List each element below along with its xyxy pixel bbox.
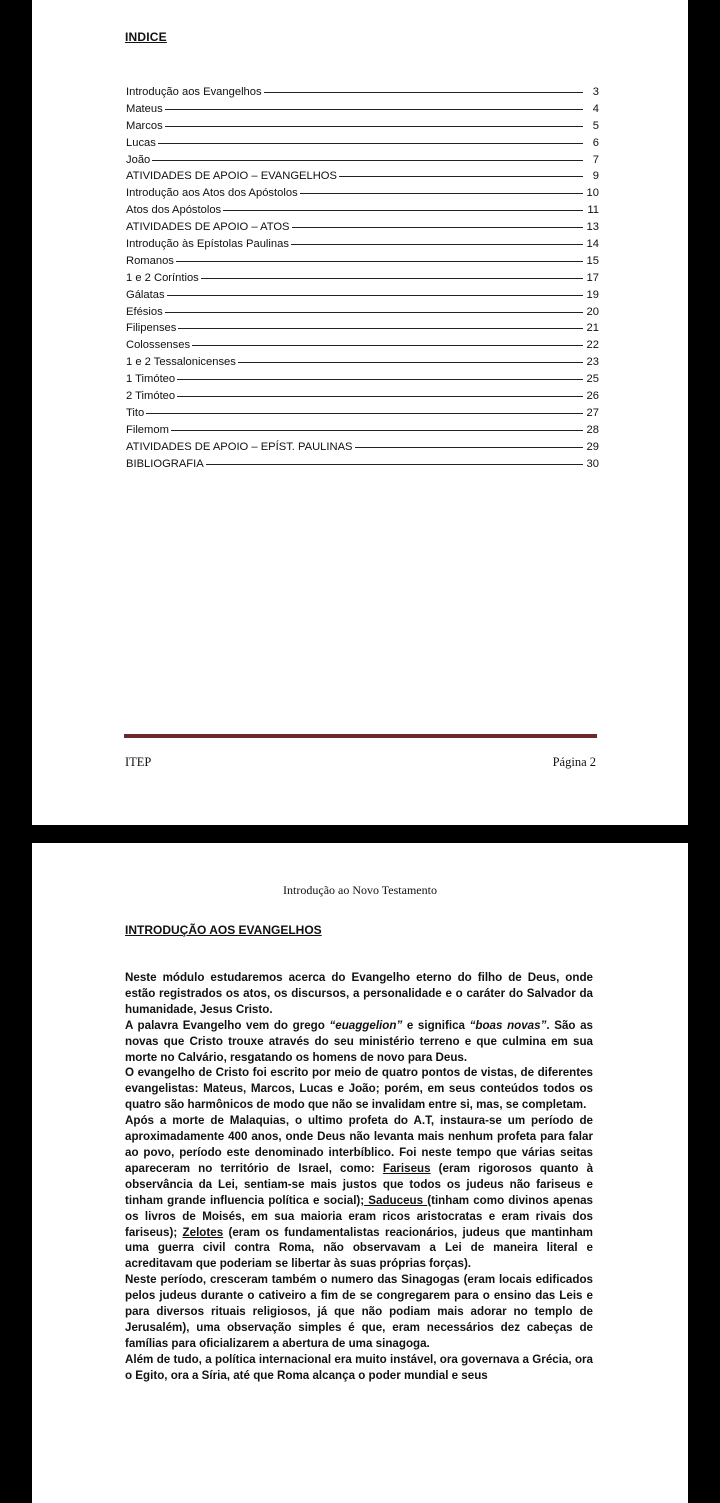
toc-leader-line [238, 362, 583, 363]
toc-entry [126, 101, 599, 118]
paragraph [125, 1113, 593, 1272]
footer-rule [124, 734, 597, 738]
toc-entry [126, 388, 599, 405]
toc-entry [126, 320, 599, 337]
text-run: (eram os fundamentalistas reacionários, judeus que mantinham uma guerra civil contra Roma, não observavam a Lei de maneira literal e acreditavam que poderiam se libertar às suas próprias forças). [125, 1225, 593, 1271]
toc-entry-page: 6 [592, 136, 599, 149]
toc-entry [126, 185, 599, 202]
toc-entry-page: 9 [592, 170, 599, 183]
toc-leader-line [177, 379, 583, 380]
toc-leader-line [291, 244, 583, 245]
toc-entry [126, 304, 599, 321]
toc-entry [126, 337, 599, 354]
toc-entry-title: 1 e 2 Coríntios [126, 271, 199, 284]
toc-entry-page: 17 [586, 271, 599, 284]
toc-entry-title: Colossenses [126, 339, 191, 352]
toc-entry-title: Introdução aos Atos dos Apóstolos [126, 187, 298, 200]
toc-entry [126, 84, 599, 101]
toc-entry-page: 5 [592, 119, 599, 132]
toc-entry [126, 270, 599, 287]
toc-entry [126, 371, 599, 388]
toc-entry-page: 7 [592, 153, 599, 166]
toc-leader-line [165, 109, 583, 110]
toc-entry-title: Introdução às Epístolas Paulinas [126, 238, 289, 251]
footer-page-number: Página 2 [552, 755, 596, 769]
body-text [125, 970, 593, 1384]
toc-entry [126, 422, 599, 439]
running-head: Introdução ao Novo Testamento [283, 883, 437, 897]
toc-leader-line [339, 176, 583, 177]
toc-leader-line [165, 312, 583, 313]
toc-entry-page: 4 [592, 102, 599, 115]
toc-entry [126, 135, 599, 152]
toc-entry-page: 25 [586, 373, 599, 386]
toc-entry-page: 11 [587, 204, 599, 217]
toc-leader-line [171, 430, 583, 431]
paragraph: Neste período, cresceram também o numero das Sinagogas (eram locais edificados pelos judeus durante o cativeiro a fim de se congregarem para o ensino das Leis e para diversos rituais religiosos, já que não podiam mais adorar no templo de Jerusalém), uma observação simples é que, eram necessários dez cabeças de famílias para oficializarem a abertura de uma sinagoga. [125, 1273, 593, 1350]
toc-entry [126, 202, 599, 219]
toc-leader-line [206, 464, 583, 465]
toc-entry-page: 29 [586, 440, 599, 453]
toc-entry-page: 27 [586, 406, 599, 419]
toc-entry-title: 1 e 2 Tessalonicenses [126, 356, 236, 369]
translation-term: “boas novas” [469, 1018, 547, 1032]
toc-entry-page: 26 [586, 390, 599, 403]
toc-leader-line [152, 160, 583, 161]
toc-leader-line [292, 227, 583, 228]
document-page-index [32, 0, 688, 825]
toc-leader-line [264, 92, 583, 93]
toc-leader-line [223, 210, 583, 211]
greek-term: “euaggelion” [329, 1018, 403, 1032]
toc-leader-line [192, 345, 583, 346]
toc-entry-title: BIBLIOGRAFIA [126, 457, 204, 470]
toc-entry-page: 13 [586, 221, 599, 234]
toc-entry [126, 253, 599, 270]
text-run: A palavra Evangelho vem do grego [125, 1018, 330, 1032]
toc-entry-title: ATIVIDADES DE APOIO – EVANGELHOS [126, 170, 337, 183]
toc-entry-title: Marcos [126, 119, 163, 132]
toc-entry-page: 21 [586, 322, 599, 335]
toc-entry-title: Lucas [126, 136, 156, 149]
toc-entry-page: 19 [586, 288, 599, 301]
section-title: INTRODUÇÃO AOS EVANGELHOS [125, 923, 322, 937]
toc-entry-title: 1 Timóteo [126, 373, 176, 386]
toc-entry-page: 30 [586, 457, 599, 470]
toc-entry-title: ATIVIDADES DE APOIO – ATOS [126, 221, 290, 234]
toc-entry-page: 23 [586, 356, 599, 369]
toc-entry-page: 15 [586, 254, 599, 267]
text-run: (eram rigorosos quanto à observância da Lei, sentiam-se mais justos que todos os judeus não fariseus e tinham grande influencia política e social); [125, 1161, 594, 1207]
toc-entry [126, 118, 599, 135]
text-run: Após a morte de Malaquias, o ultimo profeta do A.T, instaura-se um período de aproximadamente 400 anos, onde Deus não levanta mais nenhum profeta para falar ao povo, período este denominado interbíblico. Foi neste tempo que várias seitas apareceram no território de Israel, como: [125, 1114, 593, 1175]
table-of-contents [126, 84, 599, 472]
toc-entry-title: Mateus [126, 102, 163, 115]
toc-entry-title: Atos dos Apóstolos [126, 204, 222, 217]
toc-entry [126, 405, 599, 422]
toc-leader-line [178, 328, 583, 329]
text-run: . São as novas que Cristo trouxe através do seu ministério terreno e que culmina em sua morte no Calvário, resgatando os homens de novo para Deus. [125, 1018, 593, 1064]
toc-entry-title: 2 Timóteo [126, 390, 176, 403]
toc-entry-title: Filipenses [126, 322, 177, 335]
toc-leader-line [158, 143, 583, 144]
paragraph: Além de tudo, a política internacional era muito instável, ora governava a Grécia, ora o Egito, ora a Síria, até que Roma alcança o poder mundial e seus [125, 1352, 593, 1382]
toc-leader-line [300, 193, 583, 194]
toc-leader-line [355, 447, 583, 448]
text-run: (tinham como divinos apenas os livros de Moisés, em sua maioria eram ricos aristocratas e eram rivais dos fariseus); [125, 1193, 593, 1239]
toc-entry-page: 20 [586, 305, 599, 318]
text-run: e significa [402, 1018, 470, 1032]
document-page-introduction [32, 843, 688, 1503]
toc-entry-page: 3 [592, 86, 599, 98]
toc-entry-title: ATIVIDADES DE APOIO – EPÍST. PAULINAS [126, 440, 353, 453]
toc-entry-title: Romanos [126, 254, 174, 267]
toc-leader-line [165, 126, 583, 127]
toc-entry-page: 14 [586, 238, 599, 251]
toc-entry [126, 287, 599, 304]
toc-entry-title: Filemom [126, 423, 169, 436]
paragraph: O evangelho de Cristo foi escrito por meio de quatro pontos de vistas, de diferentes evangelistas: Mateus, Marcos, Lucas e João; porém, em seus conteúdos todos os quatro são harmônicos de modo que não se invalidam entre si, mas, se completam. [125, 1066, 593, 1112]
index-title: INDICE [125, 30, 167, 44]
term-fariseus: Fariseus [382, 1161, 431, 1175]
toc-entry [126, 236, 599, 253]
toc-entry [126, 456, 599, 473]
toc-entry-page: 10 [586, 187, 599, 200]
toc-leader-line [167, 295, 583, 296]
toc-entry [126, 439, 599, 456]
toc-entry-title: Efésios [126, 305, 163, 318]
toc-entry [126, 354, 599, 371]
toc-entry-page: 22 [586, 339, 599, 352]
toc-entry-title: Gálatas [126, 288, 165, 301]
paragraph [125, 1018, 593, 1066]
paragraph: Neste módulo estudaremos acerca do Evangelho eterno do filho de Deus, onde estão registrados os atos, os discursos, a personalidade e o caráter do Salvador da humanidade, Jesus Cristo. [125, 971, 593, 1016]
toc-entry-page: 28 [586, 423, 599, 436]
toc-entry-title: João [126, 153, 151, 166]
toc-entry [126, 152, 599, 169]
toc-leader-line [177, 396, 583, 397]
toc-entry-title: Introdução aos Evangelhos [126, 86, 262, 98]
toc-leader-line [176, 261, 583, 262]
toc-leader-line [146, 413, 583, 414]
toc-entry-title: Tito [126, 406, 145, 419]
term-zelotes: Zelotes [182, 1225, 224, 1239]
term-saduceus: Saduceus [364, 1193, 428, 1207]
toc-entry [126, 168, 599, 185]
toc-entry [126, 219, 599, 236]
toc-leader-line [201, 278, 583, 279]
footer-publisher: ITEP [125, 755, 152, 769]
